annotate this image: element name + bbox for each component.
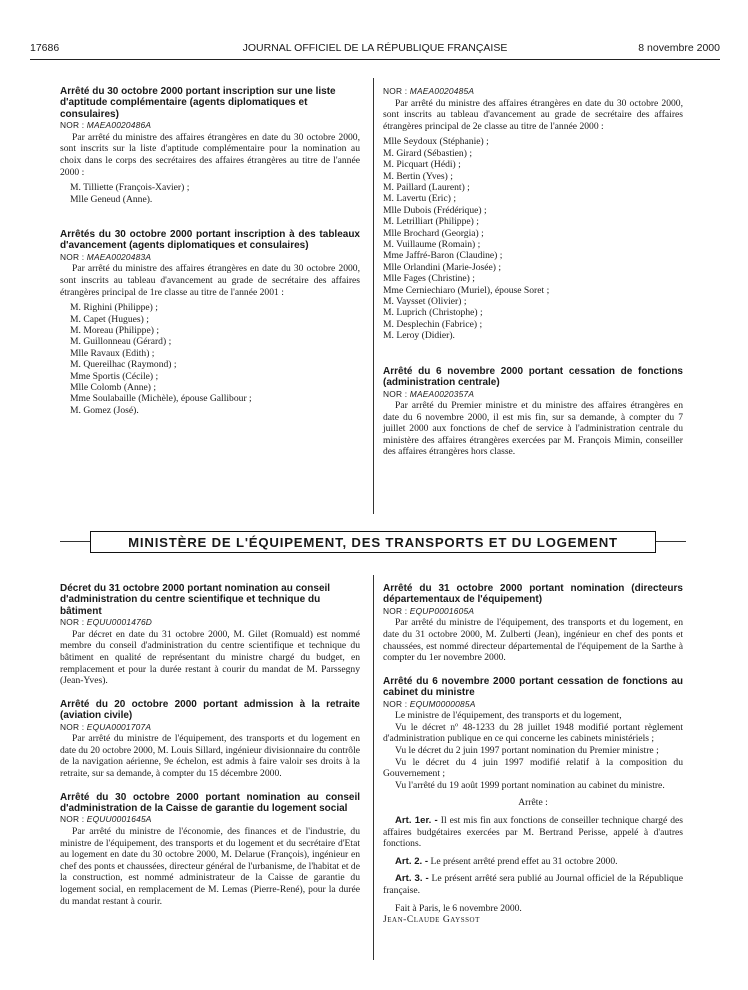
done-at: Fait à Paris, le 6 novembre 2000. — [395, 902, 522, 914]
names-list — [70, 302, 360, 416]
signature: Jean-Claude Gayssot — [383, 914, 480, 926]
decree-title: Arrêté du 30 octobre 2000 portant inscription sur une liste d'aptitude complémentaire (agents diplomatiques et consulaires) — [60, 86, 336, 120]
nor-label: NOR : — [60, 251, 85, 262]
top-right-column — [383, 86, 683, 458]
decree-title: Décret du 31 octobre 2000 portant nomination au conseil d'administration du centre scientifique et technique du bâtiment — [60, 583, 331, 617]
article — [383, 873, 683, 896]
list-item: Mlle Brochard (Georgia) ; — [383, 227, 484, 239]
decree-body: Par arrêté du ministre des affaires étrangères en date du 30 octobre 2000, sont inscrits au tableau d'avancement au grade de secrétaire des affaires étrangères principal de 1re classe au titre de l'année 2001 : — [60, 263, 360, 298]
decree-liste-aptitude — [60, 86, 360, 205]
nor-code: EQUM0000085A — [409, 698, 476, 709]
nor-label: NOR : — [383, 605, 408, 616]
page-number: 17686 — [30, 42, 60, 54]
list-item: Mlle Geneud (Anne). — [70, 193, 153, 205]
decree-cessation-administration-centrale — [383, 366, 683, 458]
nor-code: MAEA0020485A — [409, 86, 475, 96]
nor-code: MAEA0020483A — [86, 251, 152, 262]
article — [383, 815, 683, 850]
column-divider-bottom — [373, 575, 374, 960]
nor-reference — [60, 252, 360, 264]
article-label: Art. 2. - — [395, 855, 429, 867]
nor-reference — [60, 617, 360, 629]
decree-title: Arrêtés du 30 octobre 2000 portant inscription à des tableaux d'avancement (agents diplomatiques et consulaires) — [60, 229, 360, 252]
nor-label: NOR : — [60, 814, 85, 825]
decree-title: Arrêté du 20 octobre 2000 portant admission à la retraite (aviation civile) — [60, 698, 360, 722]
issue-date: 8 novembre 2000 — [638, 42, 720, 54]
nor-code: MAEA0020486A — [86, 120, 152, 131]
list-item: M. Girard (Sébastien) ; — [383, 147, 472, 159]
decree-caisse-garantie — [60, 792, 360, 908]
article-text: Le présent arrêté prend effet au 31 octobre 2000. — [430, 855, 618, 867]
nor-label: NOR : — [60, 721, 85, 732]
list-item: M. Bertin (Yves) ; — [383, 170, 453, 182]
visa-line: Vu le décret du 2 juin 1997 portant nomination du Premier ministre ; — [395, 744, 659, 756]
list-item: Mme Cerniechiaro (Muriel), épouse Soret ; — [383, 284, 550, 296]
list-item: M. Luprich (Christophe) ; — [383, 307, 483, 319]
ministry-rule-left — [60, 541, 90, 542]
decree-tableau-2e-classe — [383, 86, 683, 342]
article-text: Le présent arrêté sera publié au Journal officiel de la République française. — [383, 873, 683, 896]
nor-label: NOR : — [60, 120, 85, 131]
top-left-column — [60, 86, 360, 416]
nor-code: EQUP0001605A — [409, 605, 475, 616]
decree-body: Par arrêté du ministre de l'économie, des finances et de l'industrie, du ministre de l'équipement, des transports et du logement et du secrétaire d'Etat au logement en date du 30 octobre 2000, M. Delarue (François), ingénieur en chef des ponts et chaussées, directeur général de l'urbanisme, de l'habitat et de la construction, est nommé administrateur de la Caisse de garantie du logement social, en remplacement de M. Lemas (Pierre-René), pour la durée du mandat restant à courir. — [60, 825, 360, 907]
decree-body: Par décret en date du 31 octobre 2000, M. Gilet (Romuald) est nommé membre du conseil d'administration du centre scientifique et technique du bâtiment en qualité de représentant du ministre chargé du budget, en remplacement et pour la durée restant à courir du mandat de M. Parssegny (Jean-Yves). — [60, 628, 360, 687]
nor-label: NOR : — [60, 617, 85, 628]
nor-code: EQUU0001645A — [86, 814, 152, 825]
nor-reference — [60, 722, 360, 734]
list-item: M. Desplechin (Fabrice) ; — [383, 318, 483, 330]
column-divider-top — [373, 78, 374, 514]
decree-body: Par arrêté du Premier ministre et du ministre des affaires étrangères en date du 6 novembre 2000, il est mis fin, sur sa demande, à compter du 7 juillet 2000 aux fonctions de chef de service à l'administration centrale du ministère des affaires étrangères exercées par M. François Mimin, conseiller des affaires étrangères hors classe. — [383, 400, 683, 458]
decree-tableaux-avancement — [60, 229, 360, 416]
nor-reference — [383, 699, 683, 711]
list-item: Mme Jaffré-Baron (Claudine) ; — [383, 250, 503, 262]
visa-line: Vu le décret du 4 juin 1997 modifié relatif à la composition du Gouvernement ; — [383, 756, 683, 780]
decree-body: Par arrêté du ministre de l'équipement, des transports et du logement, en date du 31 octobre 2000, M. Zulberti (Jean), ingénieur en chef des ponts et chaussées, est nommé directeur départemental de l'équipement de la Sarthe à compter du 1er novembre 2000. — [383, 617, 683, 664]
nor-reference — [383, 389, 683, 401]
decree-directeurs-departementaux — [383, 583, 683, 664]
decree-title: Arrêté du 6 novembre 2000 portant cessation de fonctions (administration centrale) — [383, 365, 683, 389]
nor-code: EQUA0001707A — [86, 721, 152, 732]
nor-code: MAEA0020357A — [409, 388, 475, 399]
names-list — [383, 136, 683, 341]
list-item: M. Leroy (Didier). — [383, 330, 455, 342]
decree-centre-scientifique — [60, 583, 360, 687]
article-text: Il est mis fin aux fonctions de conseiller technique chargé des affaires budgétaires exercées par M. Bertrand Perisse, appelé à d'autres fonctions. — [383, 814, 683, 850]
decree-body: Par arrêté du ministre des affaires étrangères en date du 30 octobre 2000, sont inscrits au tableau d'avancement au grade de secrétaire des affaires étrangères principal de 2e classe au titre de l'année 2000 : — [383, 97, 683, 132]
decree-cessation-cabinet — [383, 676, 683, 926]
list-item: Mme Soulabaille (Michèle), épouse Gallibour ; — [70, 393, 252, 405]
list-item: Mlle Orlandini (Marie-Josée) ; — [383, 261, 502, 273]
nor-label: NOR : — [383, 698, 408, 709]
list-item: M. Picquart (Hédi) ; — [383, 159, 461, 171]
nor-reference — [60, 120, 360, 132]
arrete-label: Arrête : — [518, 797, 548, 809]
ministry-rule-right — [656, 541, 686, 542]
list-item: Mlle Fages (Christine) ; — [383, 273, 475, 285]
article-label: Art. 1er. - — [395, 814, 438, 826]
list-item: M. Vaysset (Olivier) ; — [383, 296, 467, 308]
list-item: M. Moreau (Philippe) ; — [70, 325, 159, 336]
page-header — [30, 39, 720, 60]
list-item: Mlle Ravaux (Edith) ; — [70, 347, 155, 359]
list-item: M. Paillard (Laurent) ; — [383, 182, 470, 193]
article — [383, 856, 683, 868]
decree-title: Arrêté du 6 novembre 2000 portant cessation de fonctions au cabinet du ministre — [383, 675, 683, 699]
nor-label: NOR : — [383, 388, 408, 399]
visa-line: Le ministre de l'équipement, des transports et du logement, — [395, 710, 622, 722]
list-item: M. Vuillaume (Romain) ; — [383, 239, 481, 251]
visa-line: Vu l'arrêté du 19 août 1999 portant nomination au cabinet du ministre. — [395, 779, 665, 791]
list-item: M. Quereilhac (Raymond) ; — [70, 359, 177, 371]
nor-label: NOR : — [383, 86, 408, 96]
list-item: Mlle Colomb (Anne) ; — [70, 382, 157, 394]
decree-title: Arrêté du 31 octobre 2000 portant nomination (directeurs départementaux de l'équipement) — [383, 583, 683, 606]
bottom-right-column — [383, 583, 683, 926]
list-item: M. Letrilliart (Philippe) ; — [383, 216, 479, 228]
nor-reference — [383, 606, 683, 618]
list-item: M. Tilliette (François-Xavier) ; — [70, 182, 190, 194]
list-item: M. Capet (Hugues) ; — [70, 313, 149, 325]
list-item: Mlle Seydoux (Stéphanie) ; — [383, 136, 489, 148]
list-item: M. Guillonneau (Gérard) ; — [70, 336, 172, 348]
nor-reference — [60, 814, 360, 826]
list-item: M. Righini (Philippe) ; — [70, 302, 158, 314]
list-item: M. Lavertu (Eric) ; — [383, 193, 456, 205]
journal-title: JOURNAL OFFICIEL DE LA RÉPUBLIQUE FRANÇAISE — [242, 42, 508, 54]
decree-body: Par arrêté du ministre de l'équipement, des transports et du logement en date du 20 octobre 2000, M. Louis Sillard, ingénieur divisionnaire du contrôle de la navigation aérienne, 9e échelon, est admis à faire valoir ses droits à la retraite, sur sa demande, à compter du 15 décembre 2000. — [60, 733, 361, 779]
bottom-left-column — [60, 583, 360, 907]
decree-admission-retraite — [60, 699, 360, 780]
decree-body: Par arrêté du ministre des affaires étrangères en date du 30 octobre 2000, sont inscrits sur la liste d'aptitude complémentaire pour la nomination au choix dans le corps des secrétaires des affaires étrangères au titre de l'année 2000 : — [60, 131, 360, 178]
nor-reference — [383, 86, 683, 98]
ministry-heading: MINISTÈRE DE L'ÉQUIPEMENT, DES TRANSPORTS ET DU LOGEMENT — [90, 531, 656, 553]
list-item: Mlle Dubois (Frédérique) ; — [383, 204, 487, 216]
names-list — [70, 182, 360, 205]
visa-line: Vu le décret nº 48-1233 du 28 juillet 1948 modifié portant règlement d'administration publique en ce qui concerne les cabinets ministériels ; — [383, 721, 683, 745]
article-label: Art. 3. - — [395, 873, 429, 885]
list-item: Mme Sportis (Cécile) ; — [70, 370, 159, 382]
list-item: M. Gomez (José). — [70, 404, 139, 416]
decree-title: Arrêté du 30 octobre 2000 portant nomination au conseil d'administration de la Caisse de garantie du logement social — [60, 791, 360, 814]
nor-code: EQUU0001476D — [86, 617, 153, 628]
